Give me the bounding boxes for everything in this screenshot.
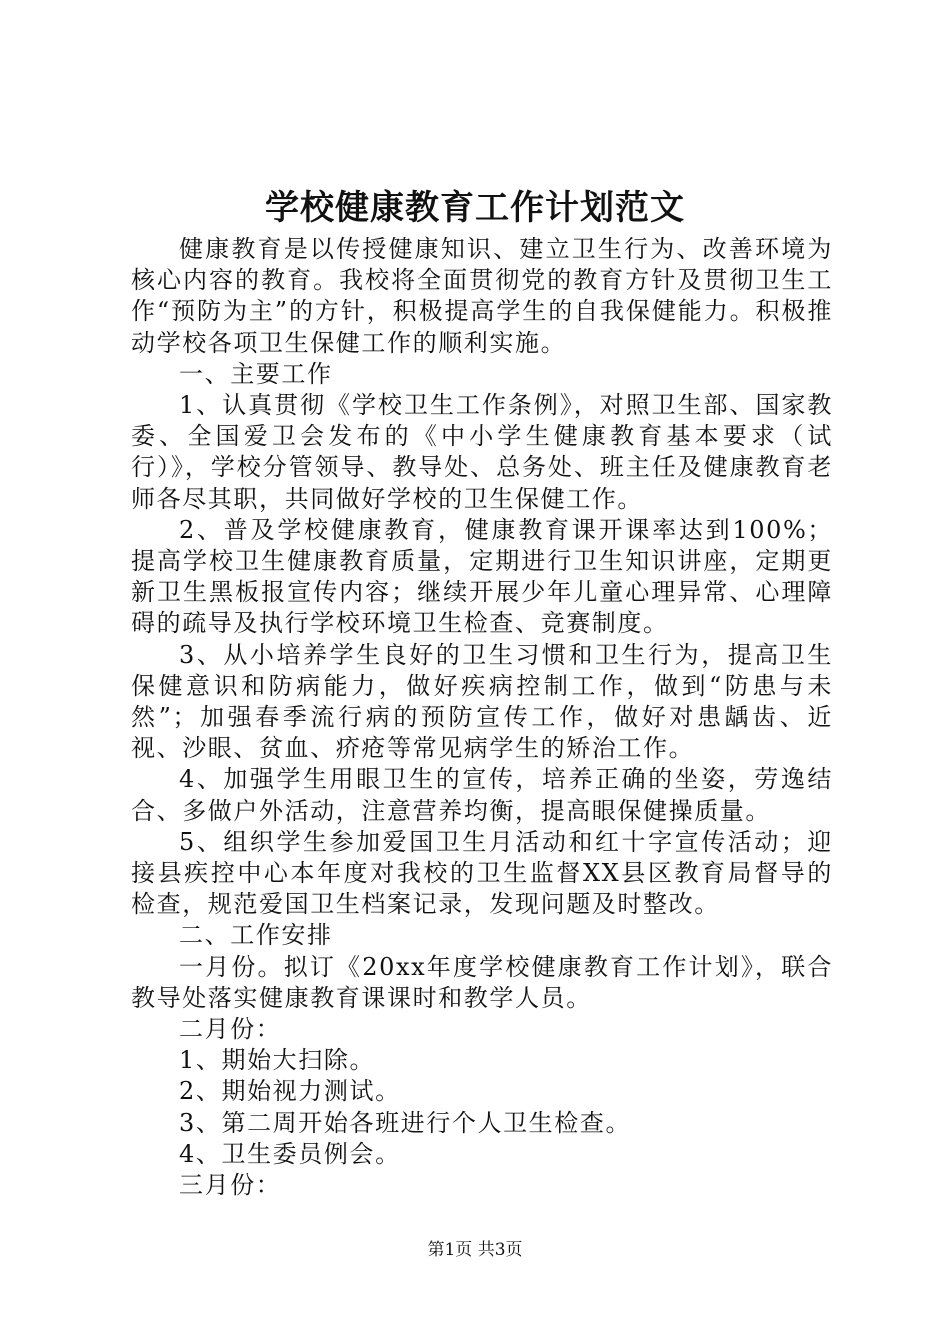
paragraph-item-4: 4、加强学生用眼卫生的宣传，培养正确的坐姿，劳逸结合、多做户外活动，注意营养均衡，提高眼保健操质量。 [131,765,833,825]
month-heading-march: 三月份： [179,1171,282,1200]
february-item-1: 1、期始大扫除。 [179,1046,376,1075]
february-item-2: 2、期始视力测试。 [179,1077,401,1106]
paragraph-item-3: 3、从小培养学生良好的卫生习惯和卫生行为，提高卫生保健意识和防病能力，做好疾病控制工作，做到“防患与未然”；加强春季流行病的预防宣传工作，做好对患龋齿、近视、沙眼、贫血、疥疮等常见病学生的矫治工作。 [131,640,833,763]
paragraph-january: 一月份。拟订《20xx年度学校健康教育工作计划》，联合教导处落实健康教育课课时和教学人员。 [131,952,833,1012]
february-item-3: 3、第二周开始各班进行个人卫生检查。 [179,1108,632,1137]
february-item-4: 4、卫生委员例会。 [179,1139,401,1168]
paragraph-intro: 健康教育是以传授健康知识、建立卫生行为、改善环境为核心内容的教育。我校将全面贯彻党的教育方针及贯彻卫生工作“预防为主”的方针，积极提高学生的自我保健能力。积极推动学校各项卫生保健工作的顺利实施。 [131,235,833,357]
paragraph-item-5: 5、组织学生参加爱国卫生月活动和红十字宣传活动；迎接县疾控中心本年度对我校的卫生监督XX县区教育局督导的检查，规范爱国卫生档案记录，发现问题及时整改。 [131,827,833,919]
document-body [131,234,833,1201]
paragraph-item-2: 2、普及学校健康教育，健康教育课开课率达到100%；提高学校卫生健康教育质量，定期进行卫生知识讲座，定期更新卫生黑板报宣传内容；继续开展少年儿童心理异常、心理障碍的疏导及执行学校环境卫生检查、竞赛制度。 [131,515,833,638]
section-heading-schedule: 二、工作安排 [179,921,333,950]
paragraph-item-1: 1、认真贯彻《学校卫生工作条例》，对照卫生部、国家教委、全国爱卫会发布的《中小学生健康教育基本要求（试行）》，学校分管领导、教导处、总务处、班主任及健康教育老师各尽其职，共同做好学校的卫生保健工作。 [131,391,833,513]
month-heading-february: 二月份： [179,1015,282,1044]
document-title: 学校健康教育工作计划范文 [265,188,685,228]
section-heading-main-work: 一、主要工作 [179,359,333,388]
page-footer: 第1页 共3页 [427,1240,523,1260]
